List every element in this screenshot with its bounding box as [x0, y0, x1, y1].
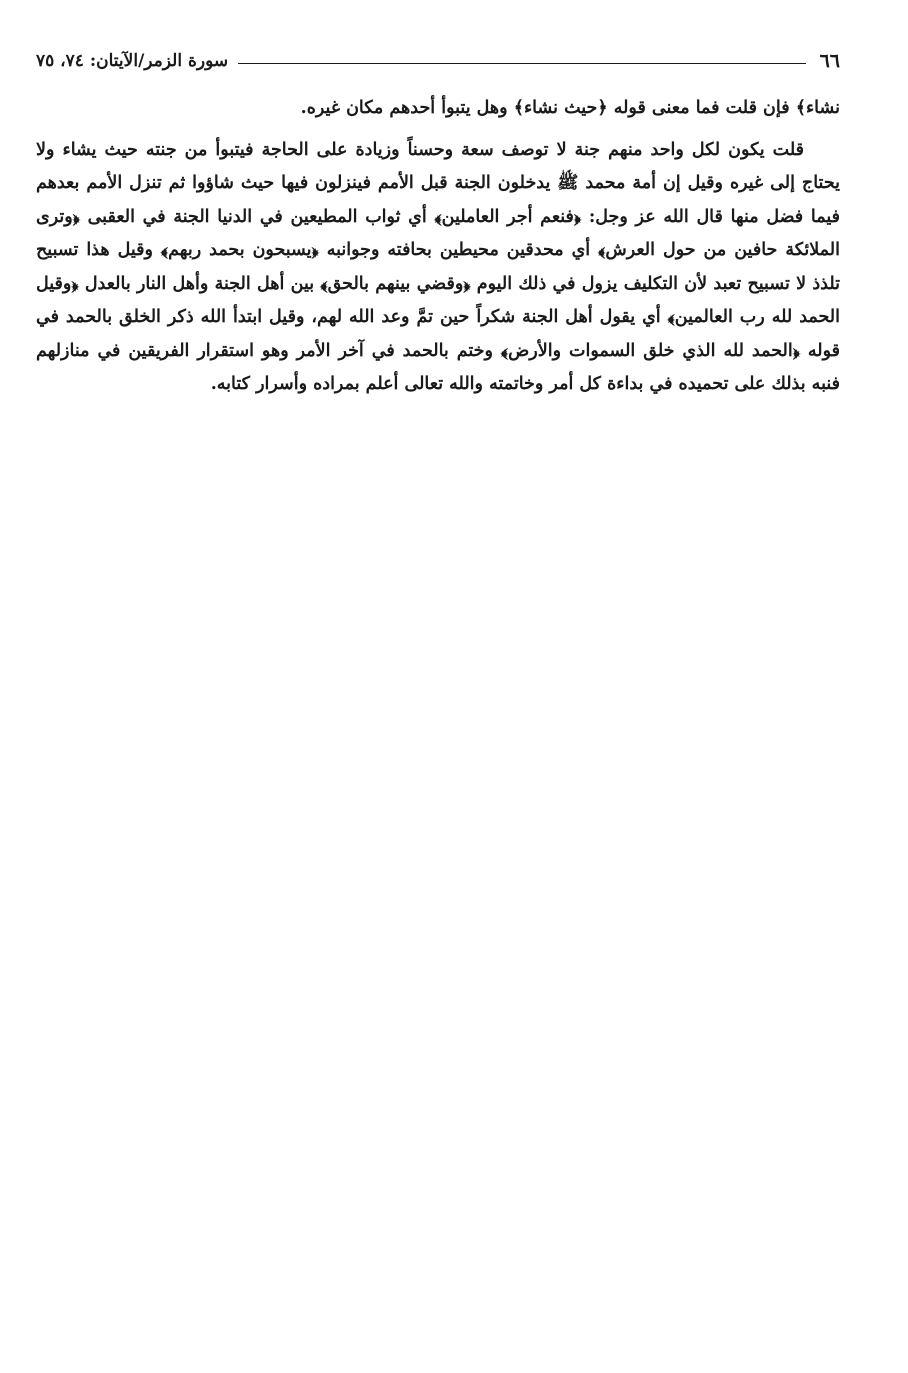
- quran-quote: ﴿وترى الملائكة حافين من حول العرش﴾: [36, 206, 840, 260]
- text-segment: وختم بالحمد في آخر الأمر وهو استقرار الفريقين في منازلهم فنبه بذلك على تحميده في بداءة كل أمر وخاتمته والله تعالى أعلم بمراده وأسرار كتابه.: [36, 340, 840, 394]
- quran-quote: ﴿فنعم أجر العاملين﴾: [434, 206, 582, 227]
- page-number: ٦٦: [819, 50, 840, 72]
- quran-quote: ﴿حيث نشاء﴾: [513, 98, 608, 118]
- text-segment: بين أهل الجنة وأهل النار بالعدل: [78, 273, 321, 294]
- text-segment: نشاء﴾ فإن قلت فما معنى قوله: [607, 98, 840, 118]
- page-header: [36, 44, 840, 78]
- text-segment: أي ثواب المطيعين في الدنيا الجنة في العقبى: [79, 206, 435, 227]
- quran-quote: ﴿الحمد لله الذي خلق السموات والأرض﴾: [500, 340, 800, 361]
- quran-quote: ﴿وقيل الحمد لله رب العالمين﴾: [36, 273, 840, 327]
- quran-quote: ﴿يسبحون بحمد ربهم﴾: [160, 240, 319, 260]
- text-segment: وقيل هذا تسبيح تلذذ لا تسبيح تعبد لأن التكليف يزول في ذلك اليوم: [36, 240, 840, 294]
- text-segment: وهل يتبوأ أحدهم مكان غيره.: [300, 98, 514, 118]
- header-rule: [238, 63, 805, 64]
- paragraph-2: [36, 134, 840, 402]
- paragraph-1: [36, 92, 840, 126]
- page-body: [36, 92, 840, 402]
- running-head: سورة الزمر/الآيتان: ٧٤، ٧٥: [36, 51, 229, 71]
- text-segment: أي يقول أهل الجنة شكراً حين تمَّ وعد الله لهم، وقيل ابتدأ الله ذكر الخلق بالحمد في قوله: [36, 307, 840, 361]
- text-segment: أي محدقين محيطين بحافته وجوانبه: [318, 240, 599, 260]
- text-segment: قلت يكون لكل واحد منهم جنة لا توصف سعة وحسناً وزيادة على الحاجة فيتبوأ من جنته حيث يشاء ولا يحتاج إلى غيره وقيل إن أمة محمد ﷺ يدخلون الجنة قبل الأمم فينزلون فيها حيث شاؤوا ثم تنزل الأمم بعدهم فيما فضل منها قال الله عز وجل:: [36, 139, 840, 227]
- quran-quote: ﴿وقضي بينهم بالحق﴾: [320, 273, 471, 294]
